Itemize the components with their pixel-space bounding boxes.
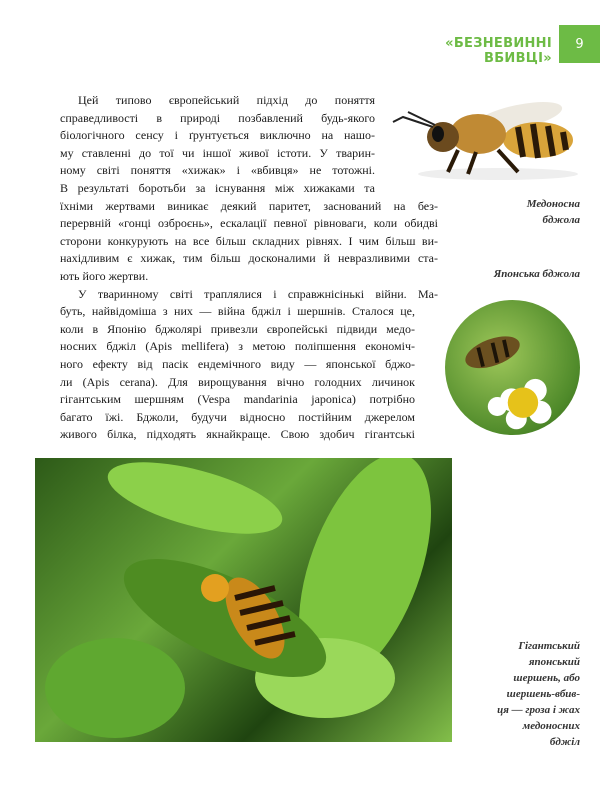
text-line: шершень, або — [513, 672, 580, 684]
body-text — [60, 92, 438, 444]
japanese-bee-photo — [445, 300, 580, 435]
hornet-caption — [460, 638, 580, 750]
text-line: біологічного сенсу і ґрунтується виключно на нашо- — [60, 128, 375, 143]
text-line: перервній «гонці озброєнь», ескалації певної рівноваги, коли обидві — [60, 216, 438, 231]
text-line: бджіл — [549, 736, 580, 748]
text-line: носних бджіл (Apis mellifera) з метою поліпшення економіч- — [60, 339, 415, 354]
text-line: ють його жертви. — [60, 268, 149, 283]
text-line: му ставленні до тої чи іншої живої істоти. У тварин- — [60, 145, 375, 160]
page-number: 9 — [559, 25, 600, 63]
text-line: Цей типово європейський підхід до поняття — [78, 93, 375, 107]
text-line: В результаті боротьби за існування між хижаками та — [60, 180, 375, 195]
text-line: живого білка, підходять якнайкраще. Свою здобич гігантські — [60, 427, 415, 442]
text-line: нахідливим є хижак, тим більш досконалими й невразливими ста- — [60, 251, 438, 266]
text-line: буть, найвідоміша з них — війна бджіл і шершнів. Сталося це, — [60, 304, 415, 319]
text-line: ця — гроза і жах — [497, 704, 580, 716]
caption-line: бджола — [542, 214, 580, 226]
text-line: гігантським шершням (Vespa mandarinia japonica) потрібно — [60, 392, 415, 407]
giant-hornet-photo — [35, 458, 452, 742]
chapter-title: «БЕЗНЕВИННІ ВБИВЦІ» — [445, 36, 552, 66]
text-line: шершень-вбив- — [506, 688, 580, 700]
honeybee-caption — [470, 196, 580, 228]
caption-line: Медоносна — [526, 198, 580, 210]
text-line: справедливості в природі позбавлений будь-якого — [60, 110, 375, 125]
text-line: коли в Японію бджолярі привезли європейські підвиди медо- — [60, 321, 415, 336]
text-line: японський — [528, 656, 580, 668]
text-line: ли (Apis cerana). Для вирощування вічно голодних личинок — [60, 374, 415, 389]
text-line: їхніми жертвами виникає деякий паритет, заснований на без- — [60, 198, 438, 213]
text-line: ного ефекту від пасік ендемічного виду — японської бджо- — [60, 356, 415, 371]
paragraph-1 — [60, 92, 438, 286]
text-line: ному світі поняття «хижак» і «вбивця» не тотожні. — [60, 163, 375, 178]
japanese-bee-caption: Японська бджола — [493, 268, 580, 280]
text-line: медоносних — [522, 720, 580, 732]
text-line: сторони конкурують на все більш складних рівнях. І чим більш ви- — [60, 233, 438, 248]
text-line: У тваринному світі траплялися і справжнісінькі війни. Ма- — [78, 286, 438, 301]
text-line: Гігантський — [518, 640, 580, 652]
honeybee-photo — [388, 82, 593, 182]
text-line: багато їжі. Бджоли, будучи відносно постійним джерелом — [60, 409, 415, 424]
paragraph-2 — [60, 286, 438, 444]
